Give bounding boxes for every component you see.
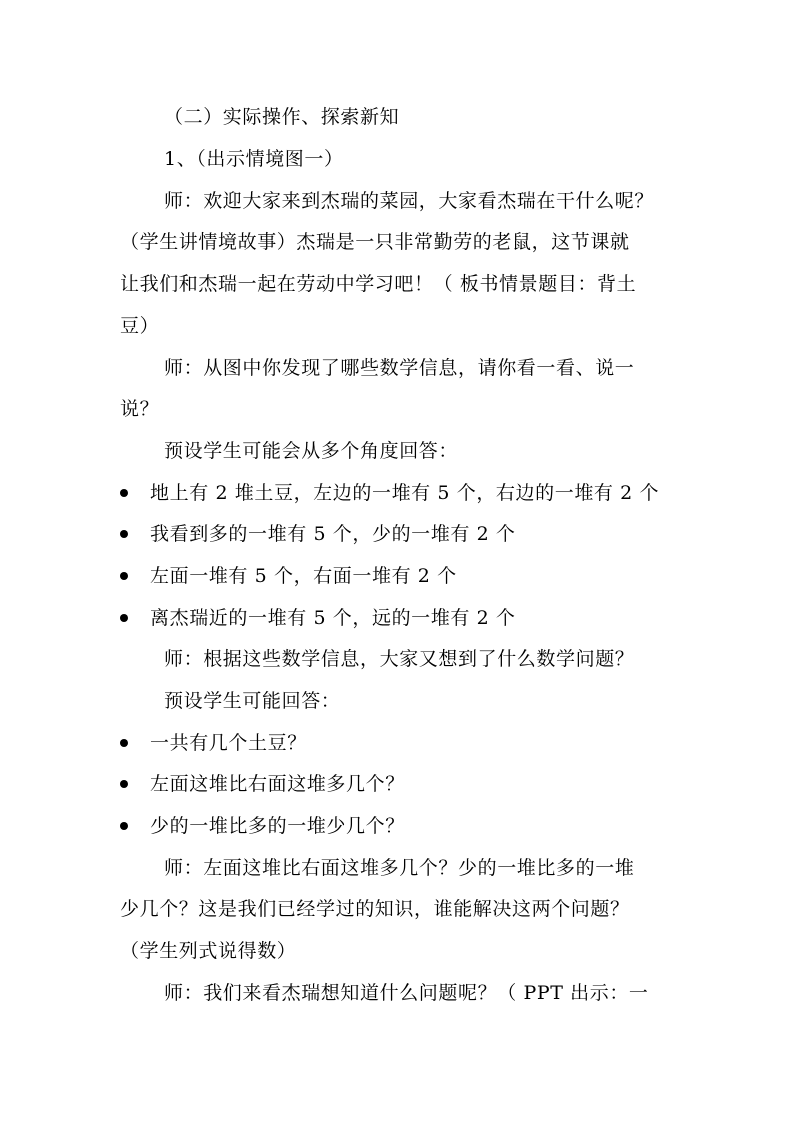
paragraph-line: 预设学生可能回答： — [164, 690, 341, 712]
paragraph-line: （学生列式说得数） — [120, 940, 297, 962]
list-item-text: 我看到多的一堆有 5 个，少的一堆有 2 个 — [150, 523, 516, 545]
paragraph-line: 师：左面这堆比右面这堆多几个？少的一堆比多的一堆 — [164, 857, 635, 879]
list-item-text: 少的一堆比多的一堆少几个？ — [150, 815, 405, 837]
list-item-text: 地上有 2 堆土豆，左边的一堆有 5 个，右边的一堆有 2 个 — [150, 482, 660, 504]
paragraph-line: 少几个？这是我们已经学过的知识，谁能解决这两个问题？ — [120, 898, 630, 920]
bullet-icon — [120, 614, 128, 622]
section-heading: （二）实际操作、探索新知 — [164, 106, 400, 128]
bullet-icon — [120, 822, 128, 830]
paragraph-line: 师：欢迎大家来到杰瑞的菜园，大家看杰瑞在干什么呢？ — [164, 190, 655, 212]
paragraph-line: 师：我们来看杰瑞想知道什么问题呢？（ PPT 出示：一 — [164, 982, 649, 1004]
paragraph-line: 师：从图中你发现了哪些数学信息，请你看一看、说一 — [164, 357, 635, 379]
paragraph-line: 预设学生可能会从多个角度回答： — [164, 440, 459, 462]
bullet-icon — [120, 739, 128, 747]
paragraph-line: 师：根据这些数学信息，大家又想到了什么数学问题？ — [164, 648, 635, 670]
list-item-text: 一共有几个土豆？ — [150, 732, 307, 754]
paragraph-line: 让我们和杰瑞一起在劳动中学习吧！（ 板书情景题目：背土 — [120, 273, 637, 295]
bullet-icon — [120, 489, 128, 497]
paragraph-line: 豆） — [120, 315, 160, 337]
paragraph-line: （学生讲情境故事）杰瑞是一只非常勤劳的老鼠，这节课就 — [120, 231, 630, 253]
bullet-icon — [120, 530, 128, 538]
bullet-icon — [120, 780, 128, 788]
step-heading: 1、（出示情境图一） — [164, 148, 344, 170]
list-item-text: 左面一堆有 5 个，右面一堆有 2 个 — [150, 565, 457, 587]
bullet-icon — [120, 572, 128, 580]
list-item-text: 离杰瑞近的一堆有 5 个，远的一堆有 2 个 — [150, 607, 516, 629]
list-item-text: 左面这堆比右面这堆多几个？ — [150, 773, 405, 795]
paragraph-line: 说？ — [120, 398, 160, 420]
